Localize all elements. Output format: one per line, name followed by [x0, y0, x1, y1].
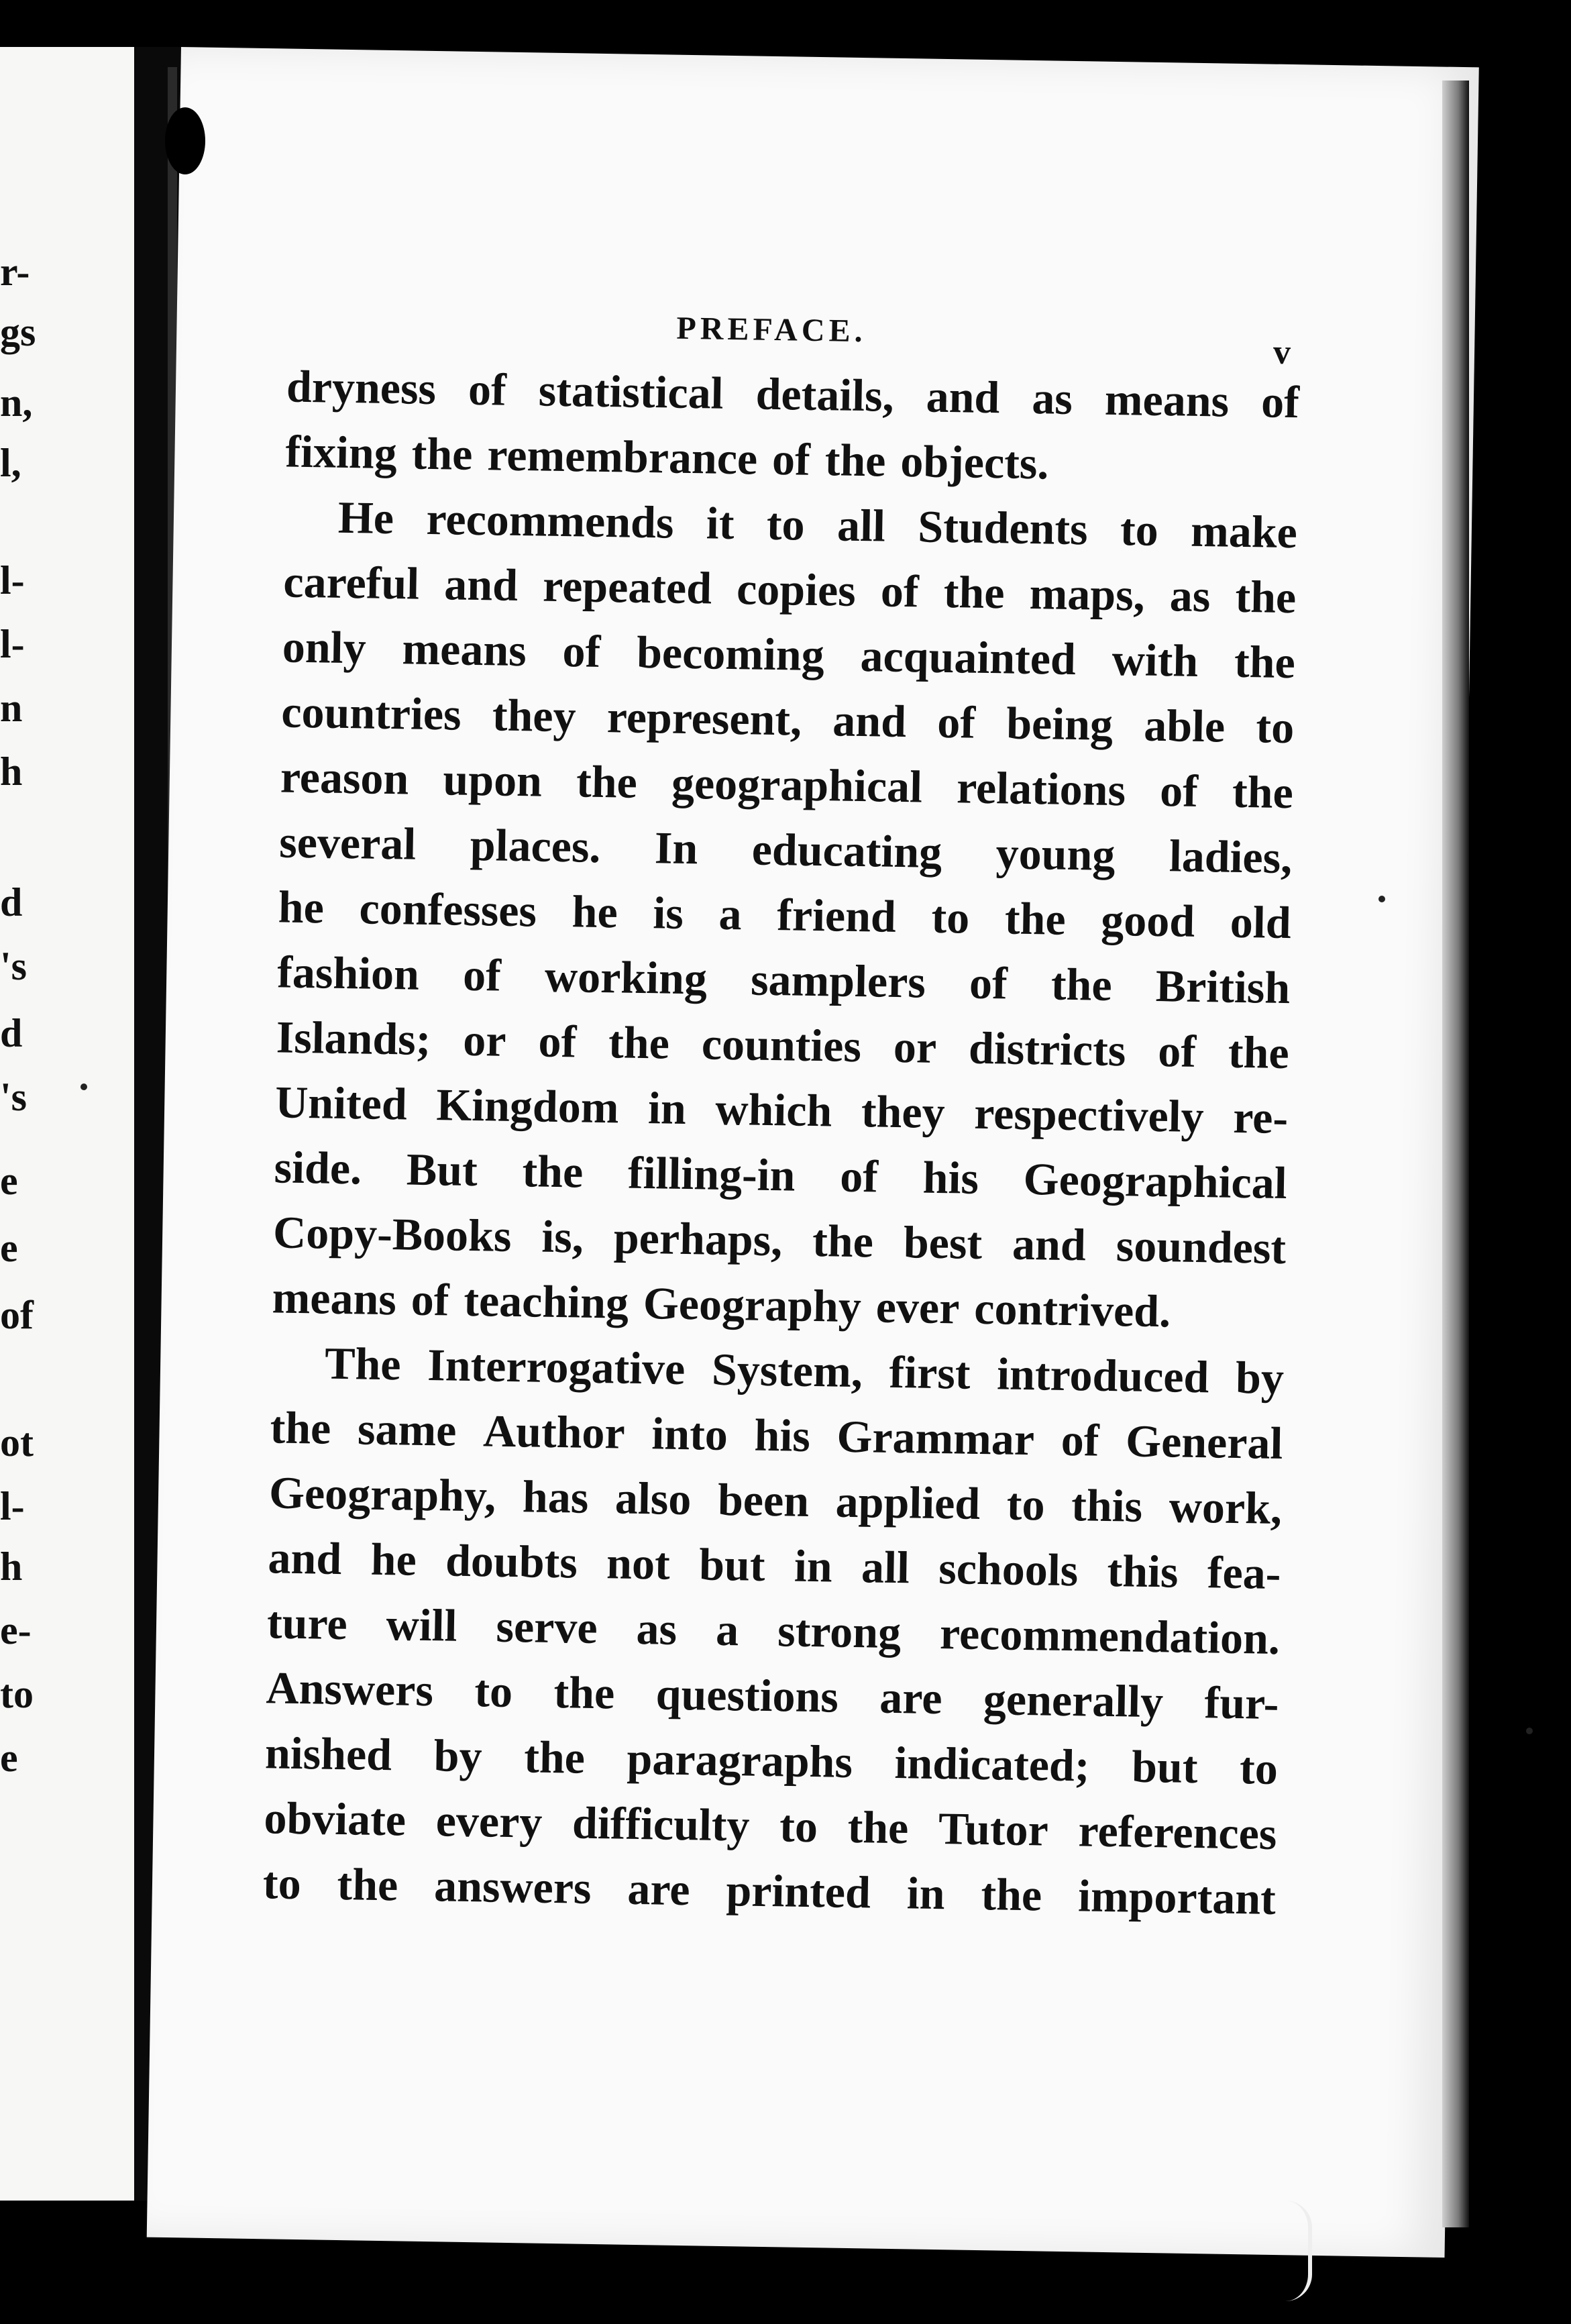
- word: Students: [917, 500, 1089, 555]
- word: as: [1031, 372, 1073, 424]
- word: important: [1077, 1870, 1277, 1924]
- word: re-: [1232, 1091, 1289, 1144]
- word: of: [880, 565, 920, 617]
- word: and: [268, 1532, 342, 1585]
- page-fore-edge: [1442, 81, 1469, 2227]
- left-page-fragment: e: [0, 1159, 18, 1203]
- left-page-fragment: n,: [0, 380, 33, 425]
- left-page-fragment: of: [0, 1293, 34, 1337]
- left-page-fragment: d: [0, 1011, 23, 1055]
- word: has: [522, 1471, 589, 1523]
- word: perhaps,: [613, 1212, 783, 1266]
- word: the: [576, 755, 638, 808]
- word: the: [943, 566, 1006, 619]
- word: of: [468, 363, 507, 415]
- word: paragraphs: [627, 1732, 853, 1788]
- word: means: [402, 623, 527, 676]
- word: objects.: [900, 435, 1049, 489]
- left-page-fragment: l,: [0, 441, 21, 485]
- word: is,: [541, 1210, 584, 1263]
- word: been: [717, 1473, 810, 1526]
- word: work,: [1169, 1481, 1283, 1534]
- word: which: [714, 1083, 832, 1137]
- word: generally: [983, 1673, 1164, 1728]
- word: but: [698, 1538, 766, 1591]
- word: the: [608, 1016, 670, 1069]
- word: fur-: [1204, 1677, 1280, 1730]
- word: and: [1012, 1218, 1087, 1271]
- word: to: [474, 1665, 513, 1718]
- word: it: [706, 497, 735, 549]
- word: this: [1071, 1479, 1143, 1532]
- word: recommendation.: [939, 1607, 1281, 1665]
- left-page-fragment: n: [0, 686, 23, 730]
- word: maps,: [1029, 567, 1146, 621]
- word: Kingdom: [435, 1079, 620, 1133]
- word: but: [1131, 1740, 1199, 1793]
- word: of: [936, 696, 976, 748]
- word: the: [522, 1145, 584, 1198]
- word: the: [1050, 958, 1113, 1010]
- word: same: [357, 1403, 457, 1456]
- word: he: [572, 886, 618, 938]
- word: details,: [755, 368, 895, 421]
- word: every: [435, 1795, 543, 1848]
- word: and: [926, 370, 1000, 423]
- word: the: [1004, 892, 1067, 945]
- word: the: [1228, 1026, 1290, 1079]
- left-page-fragment: 's: [0, 1075, 28, 1119]
- word: obviate: [263, 1792, 407, 1846]
- word: serve: [496, 1600, 598, 1654]
- word: fea-: [1207, 1546, 1282, 1599]
- word: the: [980, 1868, 1042, 1921]
- word: places.: [470, 818, 601, 872]
- word: will: [386, 1599, 458, 1651]
- word: acquainted: [860, 630, 1077, 685]
- word: Geography: [643, 1277, 862, 1332]
- left-page-fragment: l-: [0, 1484, 25, 1528]
- word: counties: [701, 1018, 862, 1072]
- word: filling-in: [627, 1147, 796, 1201]
- word: teaching: [463, 1274, 629, 1328]
- word: of: [969, 957, 1008, 1009]
- word: He: [337, 491, 394, 544]
- word: references: [1078, 1805, 1277, 1859]
- word: In: [654, 822, 698, 874]
- word: the: [337, 1858, 398, 1911]
- word: fixing: [284, 425, 398, 479]
- word: being: [1006, 697, 1114, 750]
- page-body-text: [262, 354, 1299, 1932]
- left-page-fragment: 's: [0, 944, 28, 988]
- word: the: [1232, 765, 1294, 818]
- word: they: [861, 1086, 946, 1139]
- right-page: [147, 47, 1479, 2258]
- word: questions: [655, 1668, 839, 1722]
- word: System,: [711, 1343, 863, 1397]
- left-page-fragment: l-: [0, 558, 25, 602]
- word: of: [1157, 1025, 1197, 1077]
- word: Author: [482, 1405, 626, 1459]
- word: young: [995, 827, 1116, 881]
- word: introduced: [996, 1348, 1209, 1403]
- word: But: [406, 1143, 478, 1196]
- word: Islands;: [276, 1011, 431, 1065]
- word: of: [462, 949, 502, 1001]
- word: countries: [280, 686, 462, 740]
- word: The: [324, 1337, 402, 1390]
- word: they: [492, 689, 577, 742]
- word: nished: [264, 1727, 392, 1781]
- loose-thread: [1281, 2201, 1312, 2301]
- word: Answers: [266, 1662, 434, 1716]
- word: samplers: [750, 953, 926, 1008]
- word: British: [1155, 959, 1291, 1014]
- word: with: [1112, 633, 1199, 686]
- word: his: [922, 1151, 979, 1204]
- word: Copy-Books: [272, 1206, 512, 1261]
- word: by: [433, 1730, 483, 1782]
- word: into: [651, 1408, 728, 1461]
- word: the: [523, 1731, 586, 1783]
- word: fashion: [276, 946, 420, 1000]
- word: by: [1235, 1351, 1285, 1404]
- word: upon: [442, 753, 543, 806]
- word: United: [274, 1076, 408, 1130]
- word: contrived.: [973, 1282, 1171, 1337]
- word: ladies,: [1169, 830, 1293, 884]
- word: in: [906, 1867, 946, 1919]
- running-head: PREFACE.: [676, 310, 867, 350]
- left-page-fragment: e: [0, 1736, 18, 1780]
- word: of: [1061, 1414, 1100, 1466]
- word: several: [278, 816, 417, 869]
- word: he: [370, 1533, 417, 1585]
- word: to: [930, 891, 970, 943]
- word: represent,: [606, 691, 802, 745]
- word: districts: [968, 1022, 1126, 1076]
- word: Geographical: [1023, 1153, 1288, 1209]
- word: as: [1169, 570, 1211, 622]
- word: this: [1107, 1544, 1179, 1597]
- word: side.: [274, 1141, 362, 1194]
- word: first: [889, 1346, 971, 1399]
- word: answers: [433, 1860, 592, 1913]
- word: respectively: [973, 1087, 1205, 1143]
- word: the: [553, 1667, 615, 1719]
- word: geographical: [671, 757, 923, 812]
- word: make: [1190, 505, 1298, 558]
- word: printed: [725, 1864, 871, 1918]
- word: doubts: [445, 1534, 578, 1588]
- word: of: [771, 433, 811, 485]
- ink-blot: [165, 107, 205, 174]
- word: Grammar: [836, 1410, 1035, 1465]
- word: indicated;: [894, 1737, 1091, 1791]
- left-page-fragment: e: [0, 1226, 18, 1270]
- page-number: v: [1272, 333, 1291, 372]
- speck: [1378, 896, 1385, 902]
- word: of: [411, 1273, 450, 1326]
- left-page-fragment: e-: [0, 1608, 32, 1652]
- word: as: [636, 1602, 678, 1654]
- word: schools: [938, 1542, 1079, 1596]
- word: Tutor: [938, 1803, 1049, 1856]
- word: Interrogative: [427, 1339, 686, 1395]
- word: means: [1104, 373, 1230, 427]
- word: he: [278, 881, 325, 933]
- word: his: [754, 1409, 811, 1461]
- left-page-fragment: d: [0, 880, 23, 925]
- word: best: [903, 1216, 983, 1269]
- word: copies: [736, 563, 857, 616]
- word: good: [1100, 894, 1195, 947]
- word: or: [893, 1020, 937, 1073]
- word: relations: [956, 761, 1126, 816]
- word: all: [861, 1541, 910, 1593]
- word: the: [270, 1402, 331, 1454]
- speck: [1526, 1728, 1533, 1734]
- word: and: [443, 558, 519, 611]
- word: old: [1230, 896, 1292, 949]
- word: the: [824, 434, 887, 486]
- word: working: [544, 950, 708, 1004]
- word: are: [627, 1862, 691, 1915]
- word: ture: [266, 1597, 348, 1650]
- word: able: [1143, 699, 1226, 752]
- word: of: [1260, 376, 1300, 428]
- word: educating: [751, 823, 942, 878]
- word: ever: [875, 1281, 960, 1334]
- word: also: [614, 1472, 692, 1525]
- word: the: [812, 1215, 874, 1267]
- word: strong: [777, 1605, 902, 1658]
- left-page-fragment: r-: [0, 250, 30, 294]
- word: statistical: [538, 364, 724, 419]
- word: to: [1006, 1478, 1046, 1530]
- word: applied: [835, 1475, 981, 1529]
- word: the: [1234, 635, 1296, 688]
- word: a: [715, 1603, 739, 1656]
- left-page-fragment: h: [0, 749, 23, 794]
- word: in: [794, 1540, 833, 1592]
- word: to: [1120, 504, 1159, 556]
- word: remembrance: [486, 429, 758, 484]
- word: General: [1125, 1415, 1284, 1469]
- left-page-fragment: ot: [0, 1420, 34, 1465]
- word: confesses: [359, 882, 537, 937]
- word: to: [1239, 1742, 1279, 1794]
- word: only: [282, 621, 367, 674]
- word: means: [272, 1271, 397, 1325]
- word: to: [262, 1857, 302, 1909]
- word: a: [718, 888, 743, 940]
- word: difficulty: [572, 1797, 751, 1851]
- word: recommends: [425, 492, 675, 548]
- word: of: [839, 1150, 879, 1202]
- left-page-fragment: to: [0, 1672, 34, 1716]
- word: the: [847, 1801, 909, 1854]
- left-page-fragment: l-: [0, 622, 25, 666]
- word: not: [606, 1537, 671, 1589]
- word: of: [562, 625, 601, 677]
- word: of: [1159, 765, 1199, 816]
- left-page-fragment: h: [0, 1544, 23, 1589]
- left-page-fragment: gs: [0, 310, 36, 354]
- word: dryness: [286, 360, 437, 415]
- word: repeated: [542, 560, 712, 614]
- word: is: [652, 887, 684, 939]
- word: are: [879, 1671, 943, 1724]
- word: careful: [282, 556, 420, 609]
- word: Geography,: [268, 1467, 496, 1522]
- word: soundest: [1116, 1220, 1287, 1274]
- word: or: [462, 1014, 507, 1066]
- word: reason: [280, 751, 409, 804]
- word: of: [538, 1015, 577, 1067]
- word: to: [1255, 701, 1295, 753]
- speck: [80, 1084, 87, 1090]
- word: to: [766, 498, 806, 550]
- word: and: [832, 694, 907, 747]
- word: becoming: [636, 626, 825, 681]
- word: the: [411, 427, 474, 480]
- word: all: [836, 499, 886, 551]
- word: in: [647, 1082, 687, 1134]
- word: friend: [776, 889, 897, 942]
- word: to: [779, 1800, 818, 1852]
- word: the: [1234, 570, 1297, 623]
